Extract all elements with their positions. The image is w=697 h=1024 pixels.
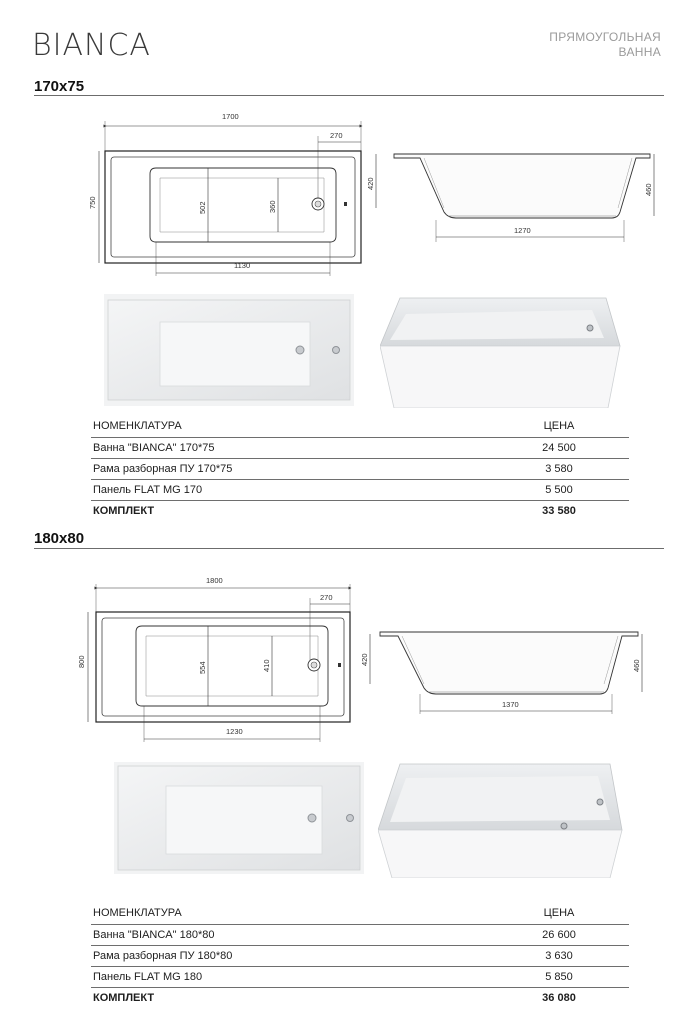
dim-inner-width: 554 [198,661,207,674]
dim-drain-offset: 270 [330,131,343,140]
column-header-price: ЦЕНА [489,903,629,924]
product-type [461,30,661,60]
table-header-row [91,903,629,924]
dim-bottom-length: 1270 [514,226,531,235]
table-row [91,945,629,966]
item-price: 26 600 [489,924,629,945]
top-view-drawing [64,576,364,748]
dim-inner-length: 1130 [234,261,251,270]
table-row [91,479,629,500]
dim-overall-width: 800 [77,655,86,668]
item-name: Ванна "BIANCA" 180*80 [91,924,489,945]
column-header-name: НОМЕНКЛАТУРА [91,416,489,437]
item-name: Панель FLAT MG 170 [91,479,489,500]
dim-depth-total: 460 [644,183,653,196]
model-size-heading: 180x80 [34,530,85,547]
item-price: 24 500 [489,437,629,458]
item-price: 5 500 [489,479,629,500]
item-price: 3 630 [489,945,629,966]
price-table [91,903,629,1008]
item-name: Рама разборная ПУ 180*80 [91,945,489,966]
side-view-drawing [362,622,662,718]
dim-overall-width: 750 [88,196,97,209]
model-size-heading: 170x75 [34,78,85,95]
table-total-row [91,987,629,1008]
brand-title: BIANCA [32,28,151,63]
section-divider [34,548,664,549]
table-total-row [91,500,629,521]
dim-drain-offset: 270 [320,593,333,602]
dim-overall-length: 1700 [222,112,239,121]
total-price: 33 580 [542,504,576,517]
item-price: 3 580 [489,458,629,479]
item-name: Ванна "BIANCA" 170*75 [91,437,489,458]
tub-perspective-image [378,760,624,878]
top-view-drawing [74,106,374,284]
column-header-name: НОМЕНКЛАТУРА [91,903,489,924]
dim-drain-width: 360 [268,200,277,213]
dim-inner-length: 1230 [226,727,243,736]
side-view-drawing [368,140,668,252]
tub-top-view-image [114,762,364,874]
item-name: Панель FLAT MG 180 [91,966,489,987]
item-price: 5 850 [489,966,629,987]
total-label: КОМПЛЕКТ [93,991,155,1004]
table-row [91,458,629,479]
dim-depth-drain: 420 [366,177,375,190]
dim-drain-width: 410 [262,659,271,672]
table-row [91,924,629,945]
table-row [91,966,629,987]
total-price: 36 080 [542,991,576,1004]
product-photo-perspective [378,760,624,878]
product-photo-top-view [104,294,354,406]
dim-inner-width: 502 [198,201,207,214]
dim-overall-length: 1800 [206,576,223,585]
table-header-row [91,416,629,437]
section-divider [34,95,664,96]
product-photo-top-view [114,762,364,874]
dim-bottom-length: 1370 [502,700,519,709]
product-photo-perspective [380,292,622,408]
dim-depth-total: 460 [632,659,641,672]
column-header-price: ЦЕНА [489,416,629,437]
total-label: КОМПЛЕКТ [93,504,155,517]
price-table [91,416,629,521]
dim-depth-drain: 420 [360,653,369,666]
tub-top-view-image [104,294,354,406]
product-type-line1: ПРЯМОУГОЛЬНАЯ [549,30,661,44]
tub-perspective-image [380,292,622,408]
product-type-line2: ВАННА [618,45,661,59]
table-row [91,437,629,458]
item-name: Рама разборная ПУ 170*75 [91,458,489,479]
